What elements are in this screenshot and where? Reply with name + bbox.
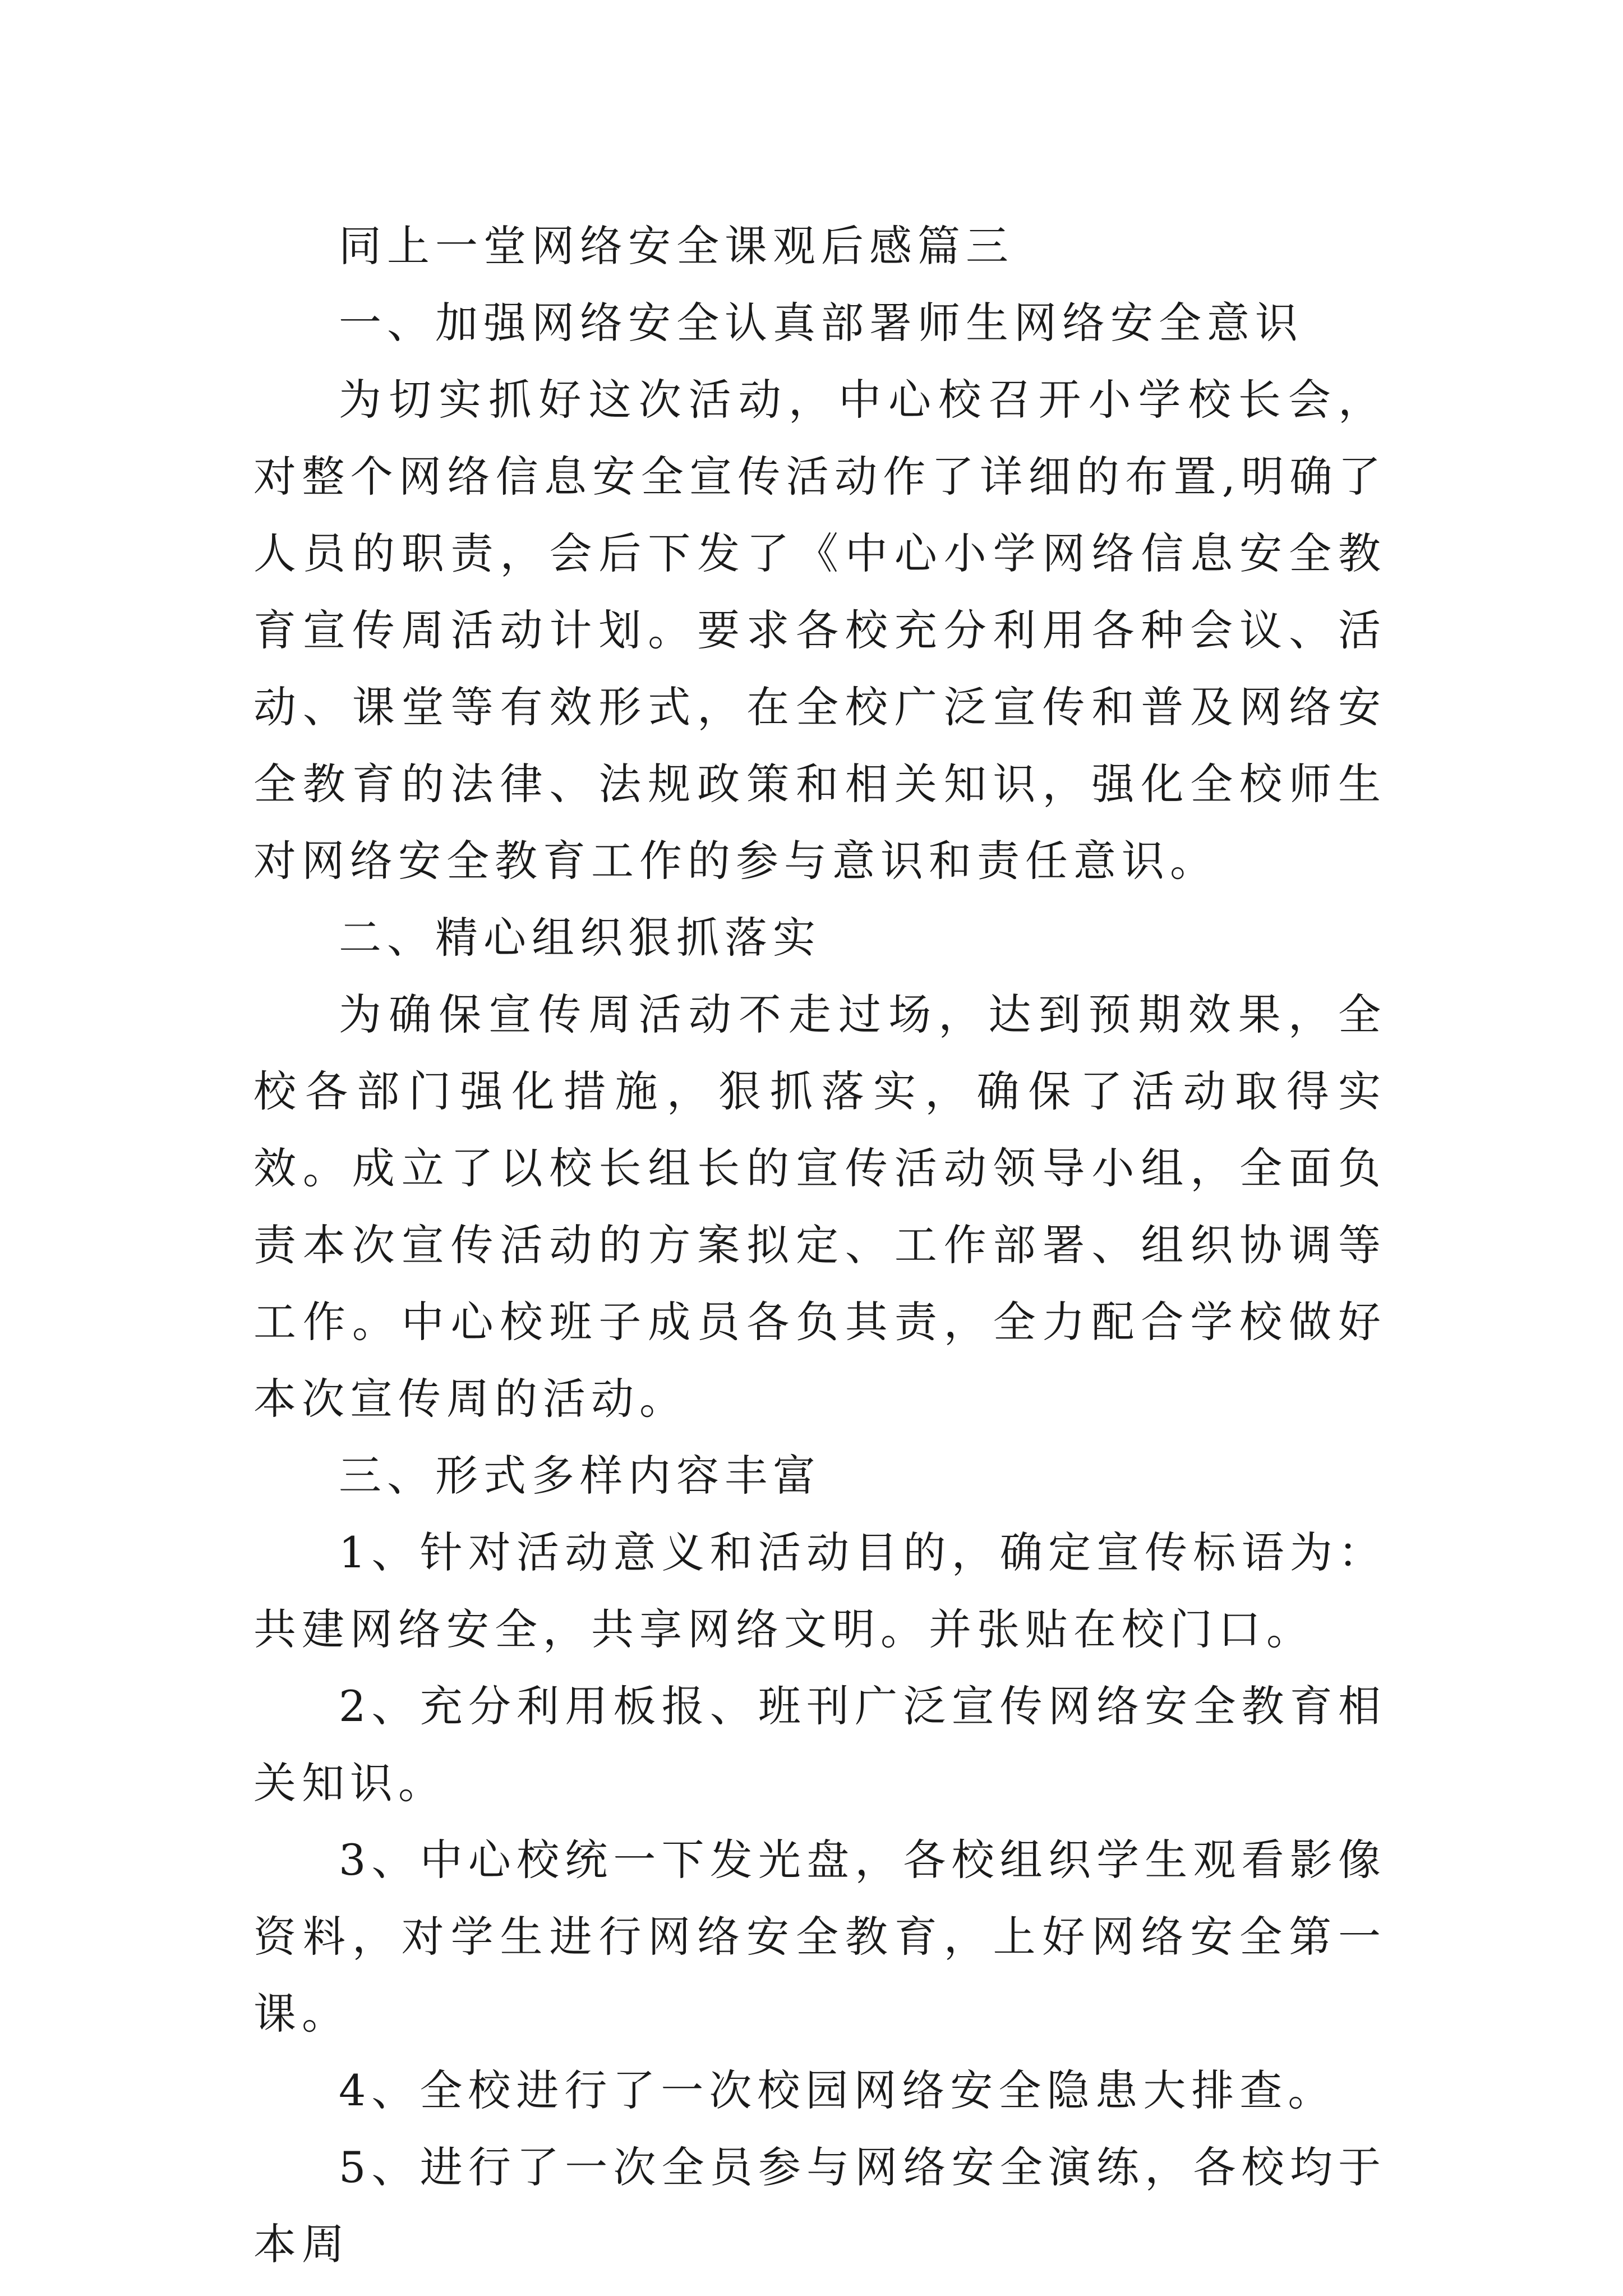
- section-heading-1: 一、加强网络安全认真部署师生网络安全意识: [339, 298, 1303, 348]
- document-title: 同上一堂网络安全课观后感篇三: [339, 221, 1014, 271]
- list-item-5: 5、进行了一次全员参与网络安全演练，各校均于本周: [253, 2142, 1386, 2269]
- list-item-1: 1、针对活动意义和活动目的，确定宣传标语为：共建网络安全，共享网络文明。并张贴在校门口。: [253, 1527, 1386, 1654]
- document-body: [253, 208, 1386, 2283]
- section-heading-2: 二、精心组织狠抓落实: [339, 913, 821, 963]
- paragraph-1: 为切实抓好这次活动，中心校召开小学校长会，对整个网络信息安全宣传活动作了详细的布置,明确了人员的职责，会后下发了《中心小学网络信息安全教育宣传周活动计划。要求各校充分利用各种会议、活动、课堂等有效形式，在全校广泛宣传和普及网络安全教育的法律、法规政策和相关知识，强化全校师生对网络安全教育工作的参与意识和责任意识。: [253, 375, 1386, 886]
- section-heading-3: 三、形式多样内容丰富: [339, 1451, 821, 1501]
- list-item-3: 3、中心校统一下发光盘，各校组织学生观看影像资料，对学生进行网络安全教育，上好网络安全第一课。: [253, 1835, 1386, 2039]
- paragraph-2: 为确保宣传周活动不走过场，达到预期效果，全校各部门强化措施，狠抓落实，确保了活动取得实效。成立了以校长组长的宣传活动领导小组，全面负责本次宣传活动的方案拟定、工作部署、组织协调等工作。中心校班子成员各负其责，全力配合学校做好本次宣传周的活动。: [253, 990, 1386, 1424]
- list-item-4: 4、全校进行了一次校园网络安全隐患大排查。: [339, 2065, 1336, 2115]
- list-item-2: 2、充分利用板报、班刊广泛宣传网络安全教育相关知识。: [253, 1681, 1386, 1808]
